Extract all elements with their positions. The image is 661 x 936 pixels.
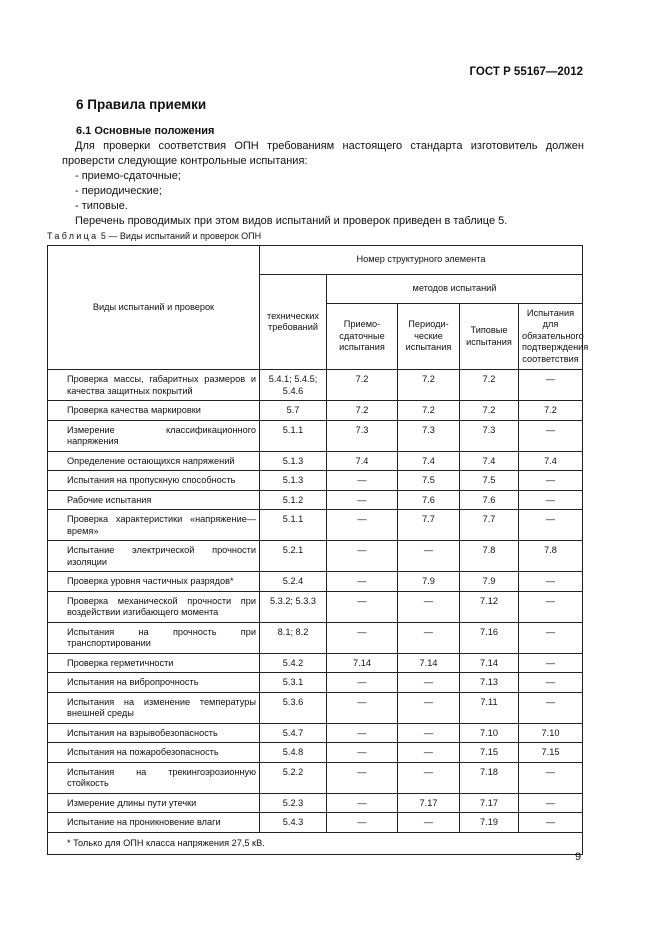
cell-acceptance: — — [327, 762, 398, 793]
cell-type: 7.5 — [460, 471, 519, 491]
cell-acceptance: 7.4 — [327, 451, 398, 471]
header-type-tests: Типовые испытания — [460, 304, 519, 370]
cell-tech-ref: 5.4.3 — [260, 813, 327, 833]
table-row — [48, 451, 583, 471]
cell-certification: — — [519, 793, 583, 813]
cell-periodic: — — [398, 622, 460, 653]
cell-test-name: Испытания на вибропрочность — [48, 673, 260, 693]
cell-type: 7.19 — [460, 813, 519, 833]
cell-tech-ref: 5.7 — [260, 401, 327, 421]
cell-tech-ref: 5.2.2 — [260, 762, 327, 793]
cell-acceptance: — — [327, 793, 398, 813]
cell-test-name: Проверка массы, габаритных размеров и качества защитных покрытий — [48, 370, 260, 401]
table-row — [48, 762, 583, 793]
table-row — [48, 420, 583, 451]
cell-acceptance: 7.2 — [327, 401, 398, 421]
cell-test-name: Испытание электрической прочности изоляции — [48, 541, 260, 572]
cell-certification: — — [519, 510, 583, 541]
header-tech-requirements: технических требований — [260, 275, 327, 370]
cell-periodic: 7.17 — [398, 793, 460, 813]
list-item: - периодические; — [75, 185, 162, 197]
table-row — [48, 813, 583, 833]
header-test-type: Виды испытаний и проверок — [48, 246, 260, 370]
intro-paragraph: Для проверки соответствия ОПН требованиям настоящего стандарта изготовитель должен проверсти следующие контрольные испытания: — [62, 140, 584, 167]
document-code: ГОСТ Р 55167—2012 — [469, 66, 583, 78]
cell-tech-ref: 5.1.2 — [260, 490, 327, 510]
cell-acceptance: 7.3 — [327, 420, 398, 451]
cell-periodic: 7.3 — [398, 420, 460, 451]
cell-tech-ref: 5.1.3 — [260, 451, 327, 471]
cell-test-name: Проверка качества маркировки — [48, 401, 260, 421]
cell-tech-ref: 5.2.1 — [260, 541, 327, 572]
table-caption-text: 5 — Виды испытаний и проверок ОПН — [100, 231, 262, 241]
cell-periodic: — — [398, 692, 460, 723]
cell-certification: — — [519, 622, 583, 653]
cell-acceptance: — — [327, 723, 398, 743]
page-number: 9 — [575, 851, 582, 863]
table-row — [48, 490, 583, 510]
cell-type: 7.3 — [460, 420, 519, 451]
cell-type: 7.2 — [460, 401, 519, 421]
cell-type: 7.12 — [460, 591, 519, 622]
cell-tech-ref: 5.2.3 — [260, 793, 327, 813]
header-test-methods: методов испытаний — [327, 275, 583, 304]
cell-certification: — — [519, 370, 583, 401]
table-caption-prefix: Таблица — [47, 231, 99, 241]
cell-acceptance: — — [327, 743, 398, 763]
cell-tech-ref: 5.1.1 — [260, 420, 327, 451]
cell-test-name: Проверка герметичности — [48, 653, 260, 673]
table-row — [48, 673, 583, 693]
cell-certification: 7.2 — [519, 401, 583, 421]
cell-acceptance: 7.14 — [327, 653, 398, 673]
cell-tech-ref: 5.2.4 — [260, 572, 327, 592]
cell-periodic: — — [398, 813, 460, 833]
cell-test-name: Испытание на проникновение влаги — [48, 813, 260, 833]
table-row — [48, 572, 583, 592]
cell-type: 7.17 — [460, 793, 519, 813]
cell-test-name: Проверка уровня частичных разрядов* — [48, 572, 260, 592]
table-footnote: * Только для ОПН класса напряжения 27,5 кВ. — [48, 832, 583, 855]
cell-type: 7.9 — [460, 572, 519, 592]
cell-test-name: Испытания на прочность при транспортировании — [48, 622, 260, 653]
cell-periodic: — — [398, 723, 460, 743]
cell-test-name: Измерение классификационного напряжения — [48, 420, 260, 451]
cell-type: 7.13 — [460, 673, 519, 693]
list-item: - приемо-сдаточные; — [75, 170, 181, 182]
cell-periodic: 7.14 — [398, 653, 460, 673]
table-row — [48, 401, 583, 421]
cell-test-name: Рабочие испытания — [48, 490, 260, 510]
cell-tech-ref: 5.1.3 — [260, 471, 327, 491]
cell-type: 7.4 — [460, 451, 519, 471]
cell-certification: — — [519, 653, 583, 673]
cell-certification: 7.15 — [519, 743, 583, 763]
cell-certification: — — [519, 490, 583, 510]
cell-certification: — — [519, 420, 583, 451]
cell-test-name: Испытания на пропускную способность — [48, 471, 260, 491]
cell-acceptance: — — [327, 541, 398, 572]
table-row — [48, 510, 583, 541]
cell-periodic: — — [398, 541, 460, 572]
cell-periodic: 7.4 — [398, 451, 460, 471]
header-structural-element: Номер структурного элемента — [260, 246, 583, 275]
cell-acceptance: — — [327, 673, 398, 693]
cell-tech-ref: 5.4.7 — [260, 723, 327, 743]
cell-type: 7.7 — [460, 510, 519, 541]
table-caption — [47, 231, 261, 241]
cell-acceptance: — — [327, 471, 398, 491]
cell-tech-ref: 5.3.1 — [260, 673, 327, 693]
cell-tech-ref: 5.4.8 — [260, 743, 327, 763]
cell-tech-ref: 5.3.2; 5.3.3 — [260, 591, 327, 622]
cell-certification: — — [519, 813, 583, 833]
cell-test-name: Определение остающихся напряжений — [48, 451, 260, 471]
intro-text — [62, 139, 584, 229]
cell-tech-ref: 8.1; 8.2 — [260, 622, 327, 653]
cell-type: 7.15 — [460, 743, 519, 763]
cell-type: 7.8 — [460, 541, 519, 572]
cell-periodic: 7.5 — [398, 471, 460, 491]
cell-certification: — — [519, 471, 583, 491]
cell-tech-ref: 5.1.1 — [260, 510, 327, 541]
table-reference-paragraph: Перечень проводимых при этом видов испытаний и проверок приведен в таблице 5. — [75, 215, 508, 227]
cell-certification: — — [519, 673, 583, 693]
cell-certification: — — [519, 591, 583, 622]
cell-acceptance: — — [327, 622, 398, 653]
cell-test-name: Испытания на пожаробезопасность — [48, 743, 260, 763]
cell-certification: 7.4 — [519, 451, 583, 471]
cell-type: 7.14 — [460, 653, 519, 673]
cell-certification: 7.10 — [519, 723, 583, 743]
header-acceptance-tests: Приемо-сдаточные испытания — [327, 304, 398, 370]
cell-acceptance: 7.2 — [327, 370, 398, 401]
cell-acceptance: — — [327, 490, 398, 510]
cell-test-name: Испытания на взрывобезопасность — [48, 723, 260, 743]
table-row — [48, 723, 583, 743]
table-row — [48, 541, 583, 572]
table-row — [48, 653, 583, 673]
cell-type: 7.16 — [460, 622, 519, 653]
subsection-title: 6.1 Основные положения — [76, 125, 215, 137]
table-row — [48, 471, 583, 491]
cell-periodic: — — [398, 673, 460, 693]
header-certification-tests: Испытания для обязательного подтверждения соответствия — [519, 304, 583, 370]
cell-periodic: 7.2 — [398, 370, 460, 401]
cell-certification: — — [519, 572, 583, 592]
cell-periodic: 7.9 — [398, 572, 460, 592]
footnote-row — [48, 832, 583, 855]
cell-tech-ref: 5.3.6 — [260, 692, 327, 723]
cell-test-name: Измерение длины пути утечки — [48, 793, 260, 813]
table-row — [48, 370, 583, 401]
table-row — [48, 743, 583, 763]
table-row — [48, 591, 583, 622]
cell-type: 7.2 — [460, 370, 519, 401]
cell-periodic: — — [398, 743, 460, 763]
header-periodic-tests: Периоди-ческие испытания — [398, 304, 460, 370]
table-row — [48, 793, 583, 813]
cell-certification: — — [519, 692, 583, 723]
cell-acceptance: — — [327, 591, 398, 622]
cell-periodic: — — [398, 591, 460, 622]
cell-acceptance: — — [327, 572, 398, 592]
cell-certification: 7.8 — [519, 541, 583, 572]
cell-acceptance: — — [327, 510, 398, 541]
table-row — [48, 622, 583, 653]
cell-acceptance: — — [327, 813, 398, 833]
cell-periodic: — — [398, 762, 460, 793]
cell-test-name: Проверка характеристики «напряжение—время» — [48, 510, 260, 541]
cell-periodic: 7.2 — [398, 401, 460, 421]
cell-tech-ref: 5.4.1; 5.4.5; 5.4.6 — [260, 370, 327, 401]
list-item: - типовые. — [75, 200, 128, 212]
cell-type: 7.11 — [460, 692, 519, 723]
cell-type: 7.10 — [460, 723, 519, 743]
cell-periodic: 7.6 — [398, 490, 460, 510]
cell-certification: — — [519, 762, 583, 793]
cell-type: 7.18 — [460, 762, 519, 793]
cell-tech-ref: 5.4.2 — [260, 653, 327, 673]
cell-test-name: Испытания на трекингоэрозионную стойкость — [48, 762, 260, 793]
tests-table — [47, 245, 589, 855]
table-row — [48, 692, 583, 723]
cell-acceptance: — — [327, 692, 398, 723]
cell-periodic: 7.7 — [398, 510, 460, 541]
section-title: 6 Правила приемки — [76, 97, 207, 112]
cell-type: 7.6 — [460, 490, 519, 510]
cell-test-name: Проверка механической прочности при воздействии изгибающего момента — [48, 591, 260, 622]
cell-test-name: Испытания на изменение температуры внешней среды — [48, 692, 260, 723]
